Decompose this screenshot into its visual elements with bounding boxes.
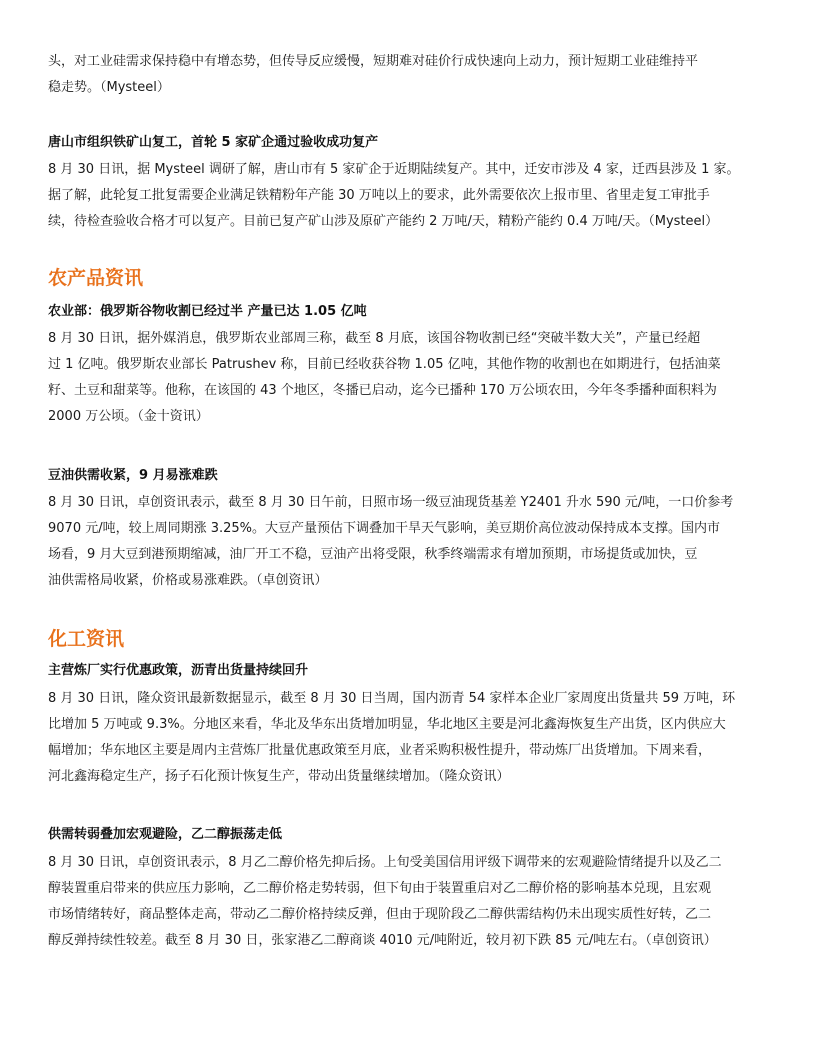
paragraph-line: 市场情绪转好，商品整体走高，带动乙二醇价格持续反弹，但由于现阶段乙二醇供需结构仍未出现实质性好转，乙二 bbox=[48, 907, 712, 922]
article-headline: 唐山市组织铁矿山复工，首轮 5 家矿企通过验收成功复产 bbox=[48, 135, 379, 150]
article-body bbox=[48, 686, 770, 790]
section-title-chemical: 化工资讯 bbox=[48, 628, 125, 650]
paragraph-line: 8 月 30 日讯，据 Mysteel 调研了解，唐山市有 5 家矿企于近期陆续复产。其中，迁安市涉及 4 家，迁西县涉及 1 家。 bbox=[48, 162, 740, 177]
article-body bbox=[48, 850, 770, 954]
paragraph-line: 比增加 5 万吨或 9.3%。分地区来看，华北及华东出货增加明显，华北地区主要是河北鑫海恢复生产出货，区内供应大 bbox=[48, 717, 726, 732]
article-headline: 供需转弱叠加宏观避险，乙二醇振荡走低 bbox=[48, 827, 283, 842]
paragraph-line: 稳走势。（Mysteel） bbox=[48, 80, 170, 95]
paragraph-line: 场看，9 月大豆到港预期缩减，油厂开工不稳，豆油产出将受限，秋季终端需求有增加预期，市场提货或加快，豆 bbox=[48, 547, 698, 562]
article-body bbox=[48, 326, 770, 430]
paragraph-line: 河北鑫海稳定生产，扬子石化预计恢复生产，带动出货量继续增加。（隆众资讯） bbox=[48, 769, 510, 784]
paragraph-line: 据了解，此轮复工批复需要企业满足铁精粉年产能 30 万吨以上的要求，此外需要依次上报市里、省里走复工审批手 bbox=[48, 188, 710, 203]
paragraph-line: 油供需格局收紧，价格或易涨难跌。（卓创资讯） bbox=[48, 573, 328, 588]
paragraph-line: 头，对工业硅需求保持稳中有增态势，但传导反应缓慢，短期难对硅价行成快速向上动力，预计短期工业硅维持平 bbox=[48, 54, 699, 69]
paragraph-line: 过 1 亿吨。俄罗斯农业部长 Patrushev 称，目前已经收获谷物 1.05 亿吨，其他作物的收割也在如期进行，包括油菜 bbox=[48, 357, 721, 372]
article-headline: 农业部：俄罗斯谷物收割已经过半 产量已达 1.05 亿吨 bbox=[48, 304, 367, 319]
paragraph-line: 续，待检查验收合格才可以复产。目前已复产矿山涉及原矿产能约 2 万吨/天，精粉产能约 0.4 万吨/天。（Mysteel） bbox=[48, 214, 719, 229]
article-body bbox=[48, 157, 770, 235]
paragraph-line: 8 月 30 日讯，据外媒消息，俄罗斯农业部周三称，截至 8 月底，该国谷物收割已经“突破半数大关”，产量已经超 bbox=[48, 331, 701, 346]
paragraph-line: 9070 元/吨，较上周同期涨 3.25%。大豆产量预估下调叠加干旱天气影响，美豆期价高位波动保持成本支撑。国内市 bbox=[48, 521, 721, 536]
paragraph-line: 8 月 30 日讯，卓创资讯表示，8 月乙二醇价格先抑后扬。上旬受美国信用评级下调带来的宏观避险情绪提升以及乙二 bbox=[48, 855, 722, 870]
article-headline: 主营炼厂实行优惠政策，沥青出货量持续回升 bbox=[48, 663, 309, 678]
continuation-paragraph bbox=[48, 49, 770, 101]
section-title-agriculture: 农产品资讯 bbox=[48, 267, 144, 289]
paragraph-line: 2000 万公顷。（金十资讯） bbox=[48, 409, 209, 424]
paragraph-line: 8 月 30 日讯，隆众资讯最新数据显示，截至 8 月 30 日当周，国内沥青 54 家样本企业厂家周度出货量共 59 万吨，环 bbox=[48, 691, 736, 706]
paragraph-line: 醇反弹持续性较差。截至 8 月 30 日，张家港乙二醇商谈 4010 元/吨附近，较月初下跌 85 元/吨左右。（卓创资讯） bbox=[48, 933, 717, 948]
article-headline: 豆油供需收紧，9 月易涨难跌 bbox=[48, 468, 218, 483]
paragraph-line: 幅增加；华东地区主要是周内主营炼厂批量优惠政策至月底，业者采购积极性提升，带动炼厂出货增加。下周来看， bbox=[48, 743, 712, 758]
paragraph-line: 8 月 30 日讯，卓创资讯表示，截至 8 月 30 日午前，日照市场一级豆油现货基差 Y2401 升水 590 元/吨，一口价参考 bbox=[48, 495, 734, 510]
paragraph-line: 籽、土豆和甜菜等。他称，在该国的 43 个地区，冬播已启动，迄今已播种 170 万公顷农田，今年冬季播种面积料为 bbox=[48, 383, 717, 398]
paragraph-line: 醇装置重启带来的供应压力影响，乙二醇价格走势转弱，但下旬由于装置重启对乙二醇价格的影响基本兑现，且宏观 bbox=[48, 881, 712, 896]
article-body bbox=[48, 490, 770, 594]
